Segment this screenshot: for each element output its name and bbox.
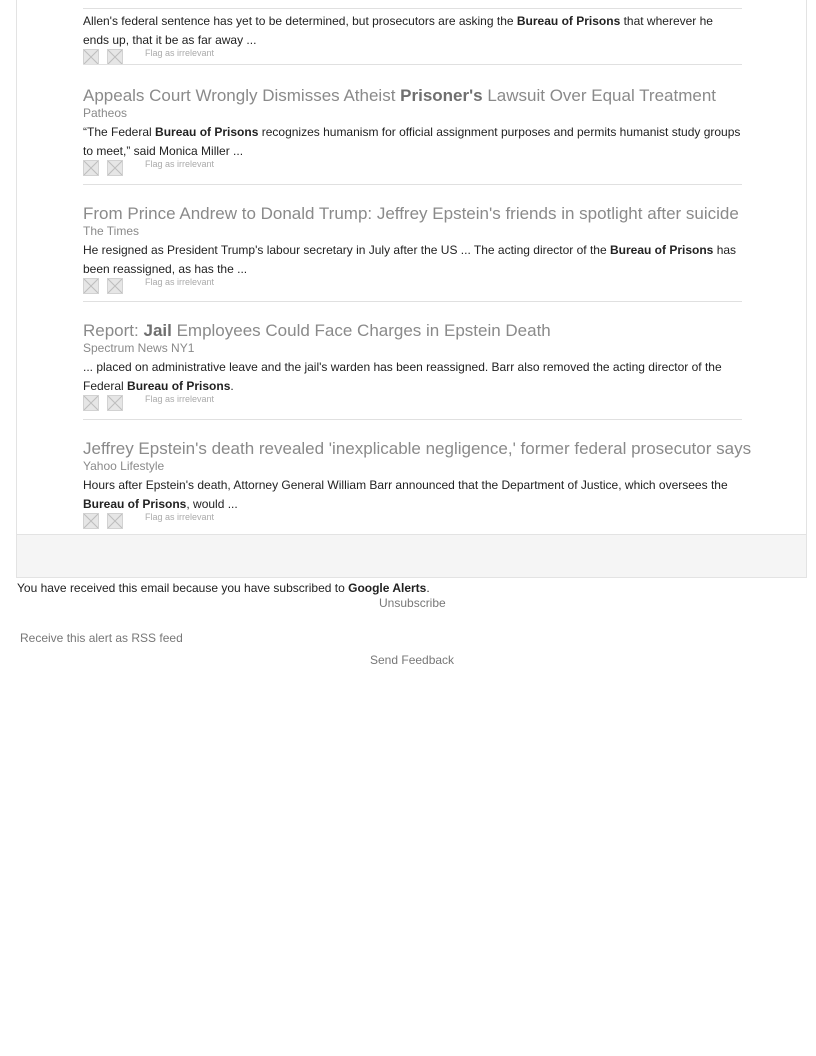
item-title-link[interactable]	[83, 204, 742, 224]
rss-feed-link[interactable]: Receive this alert as RSS feed	[20, 631, 183, 645]
snippet-highlight: Bureau of Prisons	[83, 497, 187, 511]
title-highlight: Prisoner's	[400, 86, 483, 105]
title-text: Lawsuit Over Equal Treatment	[482, 86, 716, 105]
notice-text: You have received this email because you have subscribed to	[17, 581, 349, 595]
item-source: Patheos	[83, 106, 128, 120]
item-snippet	[83, 12, 742, 50]
snippet-text: Hours after Epstein's death, Attorney General William Barr announced that the Department of Justice, which oversees the	[83, 478, 728, 492]
item-title-link[interactable]	[83, 86, 742, 106]
subscription-notice	[17, 581, 430, 596]
flag-irrelevant-link[interactable]: Flag as irrelevant	[145, 512, 215, 522]
snippet-highlight: Bureau of Prisons	[155, 125, 259, 139]
title-text: Appeals Court Wrongly Dismisses Atheist	[83, 86, 401, 105]
flag-irrelevant-link[interactable]: Flag as irrelevant	[145, 48, 215, 58]
google-alerts-brand: Google Alerts	[348, 581, 427, 595]
alert-item	[83, 86, 742, 177]
panel-footer-bar	[17, 534, 806, 577]
notice-text: .	[426, 581, 430, 595]
flag-irrelevant-link[interactable]: Flag as irrelevant	[145, 277, 215, 287]
title-text: Jeffrey Epstein's death revealed 'inexplicable negligence,' former federal prosecutor says	[83, 439, 752, 458]
broken-image-icon[interactable]	[107, 278, 123, 294]
item-actions	[83, 512, 742, 530]
top-divider	[83, 8, 742, 9]
send-feedback-link[interactable]: Send Feedback	[370, 653, 455, 667]
alert-item	[83, 12, 742, 66]
snippet-highlight: Bureau of Prisons	[610, 243, 714, 257]
item-snippet	[83, 123, 742, 161]
title-text: Employees Could Face Charges in Epstein Death	[171, 321, 551, 340]
flag-irrelevant-link[interactable]: Flag as irrelevant	[145, 394, 215, 404]
broken-image-icon[interactable]	[83, 513, 99, 529]
item-snippet	[83, 241, 742, 279]
item-source: Yahoo Lifestyle	[83, 459, 165, 473]
item-source: Spectrum News NY1	[83, 341, 195, 355]
snippet-highlight: Bureau of Prisons	[127, 379, 231, 393]
broken-image-icon[interactable]	[107, 513, 123, 529]
item-divider	[83, 184, 742, 185]
alert-item	[83, 204, 742, 295]
item-title-link[interactable]	[83, 439, 752, 459]
title-text: From Prince Andrew to Donald Trump: Jeffrey Epstein's friends in spotlight after suicide	[83, 204, 739, 223]
snippet-text: ... placed on administrative leave and the jail's warden has been reassigned. Barr also removed the acting director of the Federal	[83, 360, 722, 393]
snippet-text: He resigned as President Trump's labour secretary in July after the US ... The acting director of the	[83, 243, 610, 257]
broken-image-icon[interactable]	[107, 160, 123, 176]
snippet-text: recognizes humanism for official assignment purposes and permits humanist study groups to meet,” said Monica Miller ...	[83, 125, 741, 158]
snippet-text: that wherever he ends up, that it be as far away ...	[83, 14, 713, 47]
flag-irrelevant-link[interactable]: Flag as irrelevant	[145, 159, 215, 169]
broken-image-icon[interactable]	[83, 395, 99, 411]
unsubscribe-link[interactable]: Unsubscribe	[379, 596, 446, 610]
item-actions	[83, 277, 742, 295]
title-text: Report:	[83, 321, 144, 340]
item-divider	[83, 64, 742, 65]
title-highlight: Jail	[143, 321, 172, 340]
alert-item	[83, 439, 752, 530]
item-divider	[83, 419, 742, 420]
snippet-text: .	[230, 379, 234, 393]
snippet-highlight: Bureau of Prisons	[516, 14, 621, 28]
snippet-text: has been reassigned, as has the ...	[83, 243, 737, 276]
snippet-text: “The Federal	[83, 125, 156, 139]
snippet-text: Allen's federal sentence has yet to be determined, but prosecutors are asking the	[83, 14, 517, 28]
broken-image-icon[interactable]	[107, 395, 123, 411]
item-title-link[interactable]	[83, 321, 742, 341]
alert-item	[83, 321, 742, 412]
item-snippet	[83, 358, 742, 396]
snippet-text: , would ...	[186, 497, 238, 511]
broken-image-icon[interactable]	[83, 160, 99, 176]
item-divider	[83, 301, 742, 302]
broken-image-icon[interactable]	[83, 49, 99, 65]
item-actions	[83, 159, 742, 177]
item-snippet	[83, 476, 742, 514]
broken-image-icon[interactable]	[83, 278, 99, 294]
item-source: The Times	[83, 224, 140, 238]
item-actions	[83, 394, 742, 412]
broken-image-icon[interactable]	[107, 49, 123, 65]
